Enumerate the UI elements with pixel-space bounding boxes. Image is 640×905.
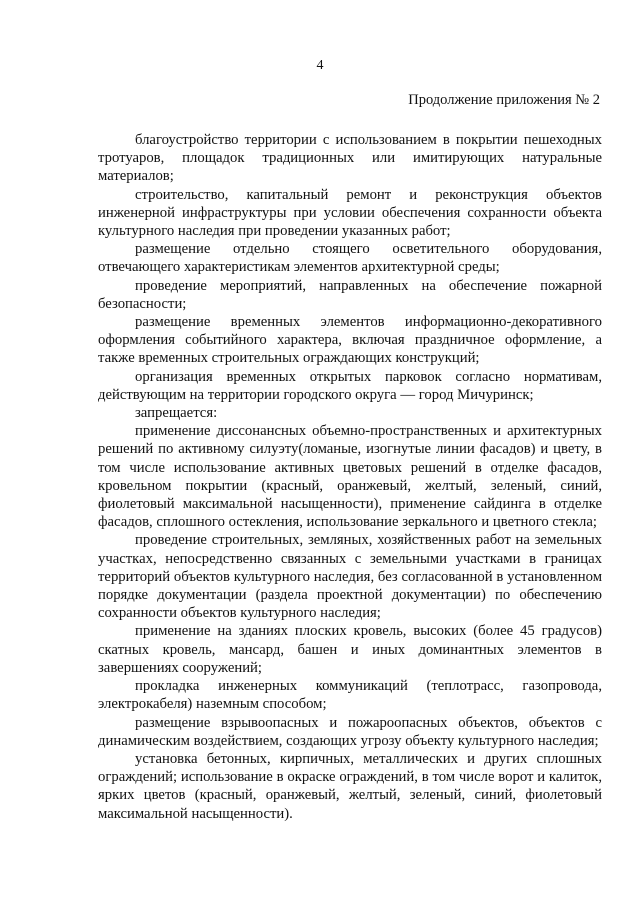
appendix-continuation-label: Продолжение приложения № 2	[408, 92, 600, 108]
paragraph-landscaping: благоустройство территории с использованием в покрытии пешеходных тротуаров, площадок традиционных или имитирующих натуральные материалов;	[98, 132, 602, 185]
paragraph-earthworks: проведение строительных, земляных, хозяйственных работ на земельных участках, непосредственно связанных с земельными участками в границах территорий объектов культурного наследия, без согласованной в установленном порядке документации (раздела проектной документации) по обеспечению сохранности объектов культурного наследия;	[98, 532, 602, 622]
page-number: 4	[316, 58, 324, 73]
paragraph-hazardous-objects: размещение взрывоопасных и пожароопасных объектов, объектов с динамическим воздействием, создающих угрозу объекту культурного наследия;	[98, 714, 602, 749]
paragraph-fences: установка бетонных, кирпичных, металлических и других сплошных ограждений; использование в окраске ограждений, в том числе ворот и калиток, ярких цветов (красный, оранжевый, желтый, зеленый, синий, фиолетовый максимальной насыщенности).	[98, 750, 602, 822]
paragraph-temporary-decor: размещение временных элементов информационно-декоративного оформления событийного характера, включая праздничное оформление, а также временных строительных ограждающих конструкций;	[98, 314, 602, 367]
document-body	[98, 131, 602, 823]
paragraph-fire-safety: проведение мероприятий, направленных на обеспечение пожарной безопасности;	[98, 277, 602, 312]
paragraph-infrastructure-construction: строительство, капитальный ремонт и реконструкция объектов инженерной инфраструктуры при условии обеспечения сохранности объекта культурного наследия при проведении указанных работ;	[98, 186, 602, 240]
paragraph-roofs: применение на зданиях плоских кровель, высоких (более 45 градусов) скатных кровель, мансард, башен и иных доминантных элементов в завершениях сооружений;	[98, 623, 602, 676]
paragraph-lighting-equipment: размещение отдельно стоящего осветительного оборудования, отвечающего характеристикам элементов архитектурной среды;	[98, 241, 602, 276]
paragraph-utilities: прокладка инженерных коммуникаций (теплотрасс, газопровода, электрокабеля) наземным способом;	[98, 678, 602, 713]
paragraph-dissonant-solutions: применение диссонансных объемно-пространственных и архитектурных решений по активному силуэту(ломаные, изогнутые линии фасадов) и цвету, в том числе использование активных цветовых решений в отделке фасадов, кровельном покрытии (красный, оранжевый, желтый, зеленый, синий, фиолетовый максимальной насыщенности), применение сайдинга в отделке фасадов, сплошного остекления, использование зеркального и цветного стекла;	[98, 423, 602, 531]
paragraph-temporary-parking: организация временных открытых парковок согласно нормативам, действующим на территории городского округа — город Мичуринск;	[98, 368, 602, 403]
paragraph-prohibited-heading: запрещается:	[135, 405, 218, 422]
